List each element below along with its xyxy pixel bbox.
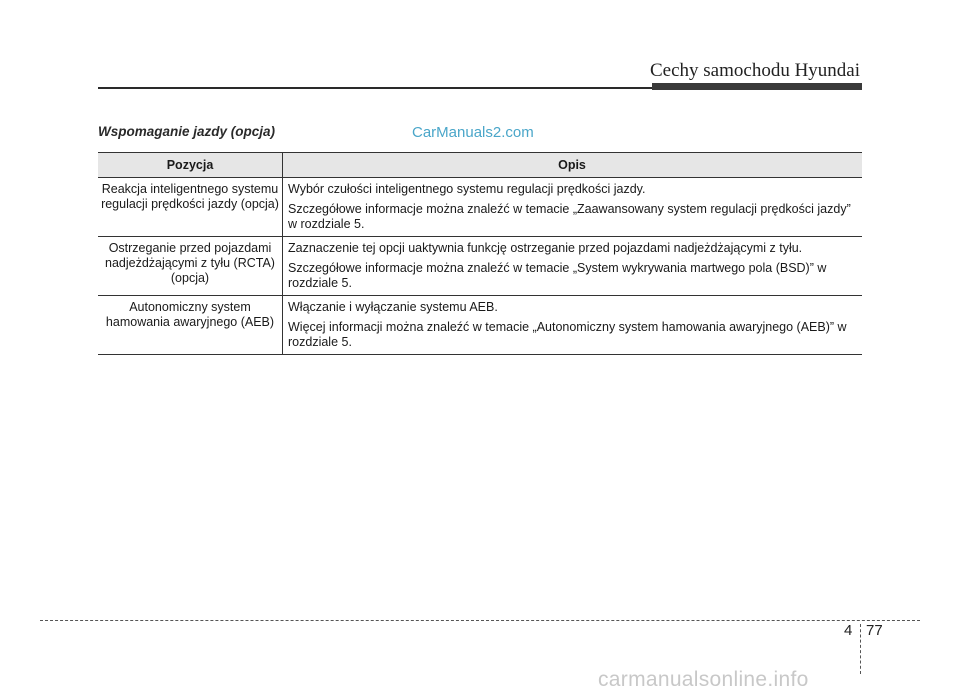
row-position-text: Ostrzeganie przed pojazdami nadjeżdżającymi z tyłu (RCTA) (opcja)	[98, 237, 283, 296]
row-description	[283, 178, 863, 237]
row-description-line: Zaznaczenie tej opcji uaktywnia funkcję ostrzeganie przed pojazdami nadjeżdżającymi z tyłu.	[288, 241, 803, 255]
column-header-description: Opis	[283, 153, 863, 178]
page-number: 77	[866, 622, 883, 639]
table-header-row	[98, 153, 862, 178]
row-description	[283, 296, 863, 355]
header-rule-thin	[98, 87, 654, 89]
row-position-text: Autonomiczny system hamowania awaryjnego (AEB)	[98, 296, 283, 355]
table-row	[98, 237, 862, 296]
chapter-number: 4	[844, 622, 853, 639]
row-description-reference: Szczegółowe informacje można znaleźć w temacie „System wykrywania martwego pola (BSD)” w rozdziale 5.	[288, 261, 827, 290]
row-description-reference: Więcej informacji można znaleźć w temacie „Autonomiczny system hamowania awaryjnego (AEB)” w rozdziale 5.	[288, 320, 847, 349]
watermark-bottom[interactable]: carmanualsonline.info	[598, 668, 809, 691]
table-row	[98, 296, 862, 355]
page-header-title: Cechy samochodu Hyundai	[649, 60, 860, 81]
row-description	[283, 237, 863, 296]
footer-dashed-rule	[40, 620, 920, 621]
watermark-top[interactable]: CarManuals2.com	[412, 124, 534, 141]
row-description-line: Włączanie i wyłączanie systemu AEB.	[288, 300, 498, 314]
settings-table	[98, 152, 862, 355]
row-description-reference: Szczegółowe informacje można znaleźć w temacie „Zaawansowany system regulacji prędkości jazdy” w rozdziale 5.	[288, 202, 851, 231]
row-position-text: Reakcja inteligentnego systemu regulacji prędkości jazdy (opcja)	[98, 178, 283, 237]
page-number-separator	[860, 624, 861, 674]
header-rule-thick	[652, 83, 862, 90]
table-row	[98, 178, 862, 237]
column-header-position: Pozycja	[98, 153, 283, 178]
section-title: Wspomaganie jazdy (opcja)	[98, 124, 276, 139]
row-description-line: Wybór czułości inteligentnego systemu regulacji prędkości jazdy.	[288, 182, 646, 196]
